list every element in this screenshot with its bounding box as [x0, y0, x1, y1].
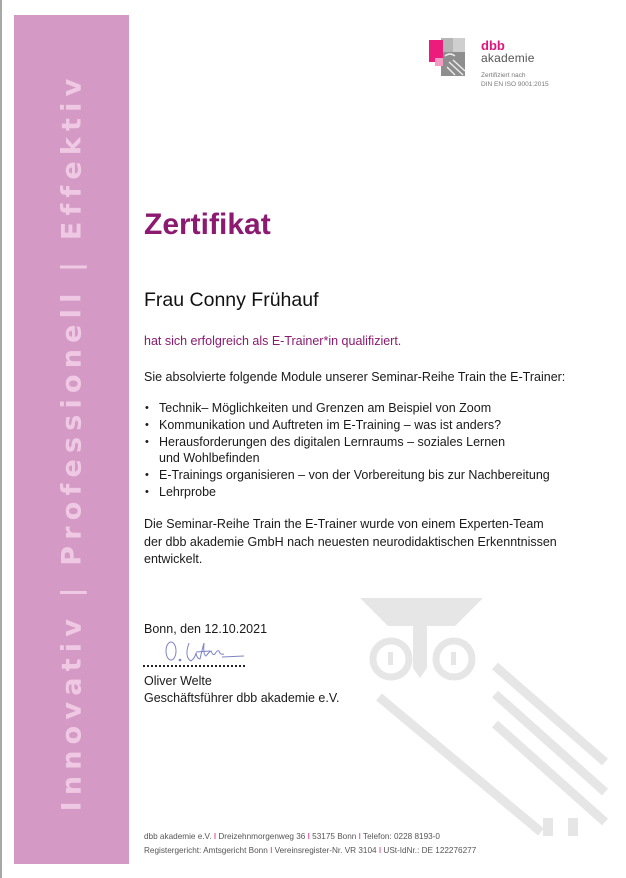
qualification-statement: hat sich erfolgreich als E-Trainer*in qualifiziert.: [144, 334, 402, 348]
bullet-icon: •: [145, 435, 149, 448]
module-list: [144, 400, 604, 501]
certificate-title: Zertifikat: [144, 208, 271, 241]
page-edge: [0, 0, 2, 878]
footer: [144, 830, 476, 857]
separator: I: [213, 832, 217, 841]
list-item: • Lehrprobe: [145, 484, 216, 499]
list-item: • Herausforderungen des digitalen Lernraums – soziales Lernen und Wohlbefinden: [145, 434, 506, 466]
cert-line-1: Zertifiziert nach: [481, 72, 526, 79]
dbb-logo-icon: [429, 38, 467, 76]
signer-name: Oliver Welte: [144, 674, 212, 688]
bullet-icon: •: [145, 402, 149, 414]
logo-brand: dbb: [481, 38, 505, 53]
cert-line-2: DIN EN ISO 9001:2015: [481, 81, 549, 88]
owl-watermark-icon: [355, 596, 615, 846]
footer-line-1: dbb akademie e.V. I Dreizehnmorgenweg 36 I 53175 Bonn I Telefon: 0228 8193-0: [144, 832, 440, 841]
iso-certification: [481, 71, 549, 89]
list-item: • E-Trainings organisieren – von der Vorbereitung bis zur Nachbereitung: [145, 468, 550, 483]
logo-name: akademie: [481, 51, 535, 65]
separator: I: [307, 832, 310, 841]
signature-icon: [162, 637, 252, 667]
sidebar-band-text: Innovativ | Professionell | Effektiv: [56, 72, 88, 812]
list-item: • Kommunikation und Auftreten im E-Training – was ist anders?: [145, 417, 502, 432]
footer-line-2: Registergericht: Amtsgericht Bonn I Vereinsregister-Nr. VR 3104 I USt-IdNr.: DE 122276277: [144, 845, 477, 855]
bullet-icon: •: [145, 469, 149, 482]
bullet-icon: •: [145, 418, 149, 431]
signer-role: Geschäftsführer dbb akademie e.V.: [144, 691, 340, 705]
bullet-icon: •: [145, 485, 149, 498]
separator: I: [270, 845, 273, 855]
signature-line: [143, 665, 245, 667]
place-and-date: Bonn, den 12.10.2021: [144, 622, 268, 636]
separator: I: [378, 845, 382, 855]
list-item: • Technik– Möglichkeiten und Grenzen am Beispiel von Zoom: [145, 401, 492, 415]
recipient-name: Frau Conny Frühauf: [144, 289, 319, 311]
separator: I: [358, 832, 361, 841]
modules-intro: Sie absolvierte folgende Module unserer Seminar-Reihe Train the E-Trainer:: [144, 370, 566, 384]
dbb-akademie-logo: [429, 38, 569, 94]
description-paragraph: Die Seminar-Reihe Train the E-Trainer wurde von einem Experten-Team der dbb akademie GmbH nach neuesten neurodidaktischen Erkenntnissen entwickelt.: [144, 517, 557, 566]
